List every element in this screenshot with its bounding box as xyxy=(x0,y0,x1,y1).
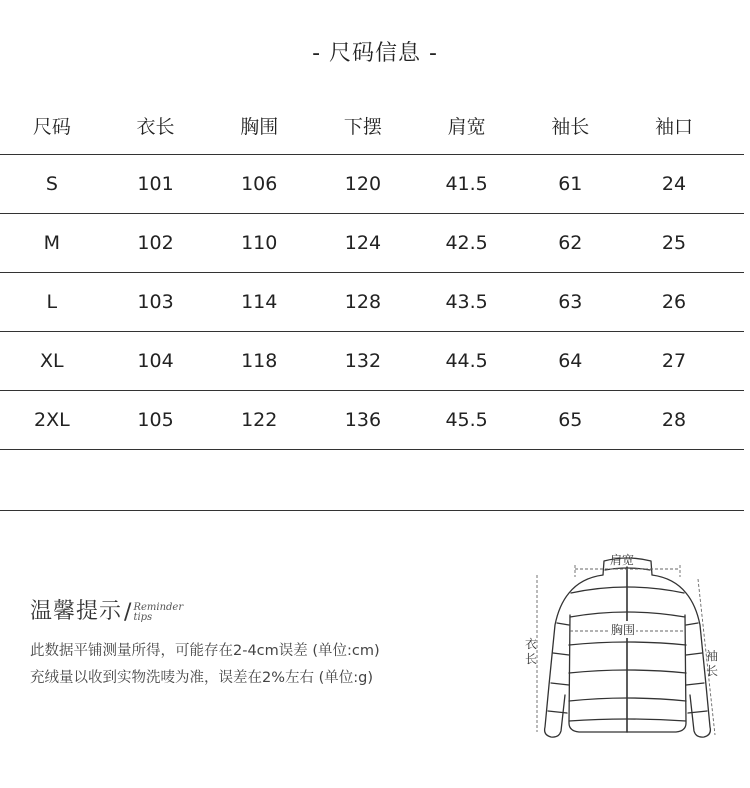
table-cell: 63 xyxy=(558,291,583,313)
tips-english-line-1: Reminder xyxy=(133,602,184,613)
table-cell: 24 xyxy=(661,173,687,195)
table-row xyxy=(0,154,744,213)
table-cell: 103 xyxy=(137,291,174,313)
table-cell: 105 xyxy=(137,409,174,431)
tips-slash: / xyxy=(124,600,132,625)
tips-line-1: 此数据平铺测量所得，可能存在2-4cm误差 (单位:cm) xyxy=(30,643,380,659)
sleeve-label xyxy=(705,649,719,679)
table-cell: 44.5 xyxy=(445,350,488,372)
shoulder-label: 肩宽 xyxy=(610,553,635,567)
header-shoulder: 肩宽 xyxy=(447,115,486,138)
table-cell: 114 xyxy=(241,291,278,313)
table-cell: 124 xyxy=(344,232,382,254)
table-cell: 132 xyxy=(344,350,382,372)
table-cell: 64 xyxy=(558,350,583,372)
header-sleeve: 袖长 xyxy=(551,115,590,138)
header-hem: 下摆 xyxy=(343,115,382,138)
tips-english xyxy=(133,603,183,623)
table-cell: 118 xyxy=(241,350,278,372)
table-cell: M xyxy=(43,232,61,254)
table-cell: 45.5 xyxy=(445,409,488,431)
table-cell: S xyxy=(45,173,58,195)
table-cell: 27 xyxy=(661,350,687,372)
table-cell: 122 xyxy=(241,409,278,431)
tips-title: 温馨提示 xyxy=(30,599,123,624)
table-cell: 110 xyxy=(241,232,278,254)
header-chest: 胸围 xyxy=(240,115,279,138)
table-cell: 120 xyxy=(344,173,382,195)
header-cuff: 袖口 xyxy=(654,115,693,138)
length-label-char-1: 衣 xyxy=(524,637,537,651)
table-header-row xyxy=(0,96,744,154)
table-cell: 102 xyxy=(137,232,174,254)
table-row xyxy=(0,272,744,331)
tips-english-line-2: tips xyxy=(133,612,153,623)
table-row xyxy=(0,213,744,272)
length-label xyxy=(524,637,538,667)
table-cell: 61 xyxy=(558,173,583,195)
reminder-tips xyxy=(30,594,380,687)
page-title: - 尺码信息 - xyxy=(312,41,438,66)
table-cell: 106 xyxy=(241,173,278,195)
size-table xyxy=(0,96,744,511)
table-cell: 101 xyxy=(137,173,174,195)
tips-body xyxy=(30,639,380,687)
length-label-char-2: 长 xyxy=(524,652,537,666)
empty-row xyxy=(0,449,744,511)
measurement-diagram xyxy=(515,545,740,760)
table-cell: L xyxy=(46,291,58,313)
header-length: 衣长 xyxy=(136,115,175,138)
table-cell: XL xyxy=(40,350,64,372)
table-cell: 136 xyxy=(344,409,382,431)
table-cell: 62 xyxy=(558,232,583,254)
header-size: 尺码 xyxy=(32,115,71,138)
table-cell: 28 xyxy=(661,409,687,431)
table-cell: 128 xyxy=(344,291,382,313)
table-cell: 42.5 xyxy=(445,232,488,254)
table-cell: 2XL xyxy=(33,409,70,431)
chest-label: 胸围 xyxy=(611,623,636,637)
table-cell: 65 xyxy=(558,409,583,431)
sleeve-label-char-1: 袖 xyxy=(705,649,718,663)
table-cell: 43.5 xyxy=(445,291,488,313)
table-cell: 104 xyxy=(137,350,174,372)
tips-heading xyxy=(30,594,380,625)
table-row xyxy=(0,331,744,390)
table-cell: 26 xyxy=(661,291,687,313)
table-cell: 25 xyxy=(661,232,687,254)
tips-line-2: 充绒量以收到实物洗唛为准，误差在2%左右 (单位:g) xyxy=(30,670,374,686)
sleeve-label-char-2: 长 xyxy=(705,664,718,678)
table-row xyxy=(0,390,744,449)
table-cell: 41.5 xyxy=(445,173,488,195)
